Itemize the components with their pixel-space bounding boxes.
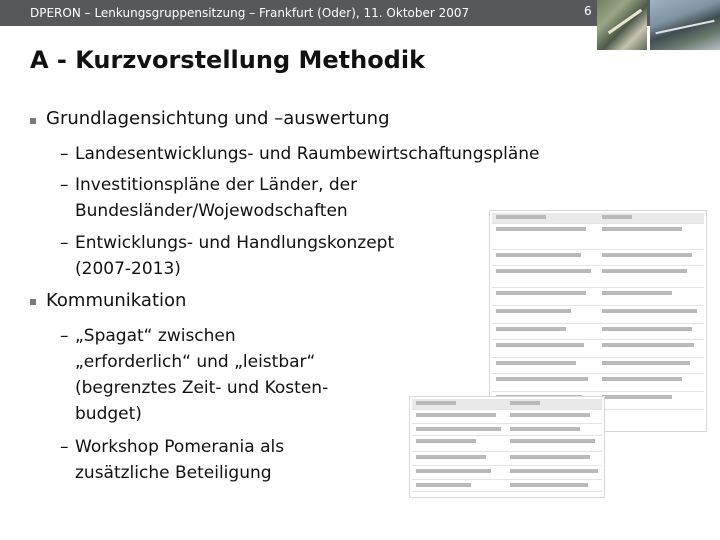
sub-bullet-line: Entwicklungs- und Handlungskonzept — [75, 233, 395, 253]
dash-marker: – — [60, 326, 69, 346]
dash-marker: – — [60, 175, 69, 195]
sub-bullet-line: „Spagat“ zwischen — [75, 326, 236, 346]
sub-bullet — [60, 323, 328, 427]
dash-marker: – — [60, 437, 69, 457]
header-title: DPERON – Lenkungsgruppensitzung – Frankfurt (Oder), 11. Oktober 2007 — [30, 6, 470, 20]
sub-bullet-line: Workshop Pomerania als — [75, 437, 285, 457]
sub-bullet — [60, 230, 394, 282]
sub-bullet-line: budget) — [75, 404, 142, 424]
sub-bullet-line: Bundesländer/Wojewodschaften — [75, 201, 348, 221]
dash-marker: – — [60, 144, 69, 164]
bullet-square-icon — [30, 118, 36, 124]
sub-bullet-line: Investitionspläne der Länder, der — [75, 175, 358, 195]
bullet-heading: Grundlagensichtung und –auswertung — [46, 108, 390, 129]
page-number: 6 — [584, 4, 592, 18]
aerial-photo-road — [597, 0, 647, 50]
sub-bullet-line: zusätzliche Beteiligung — [75, 463, 272, 483]
sub-bullet — [60, 434, 284, 486]
table-thumbnail-small — [409, 396, 605, 498]
sub-bullet-line: (2007-2013) — [75, 259, 181, 279]
bullet-heading: Kommunikation — [46, 290, 187, 311]
sub-bullet-line: Landesentwicklungs- und Raumbewirtschaftungspläne — [75, 144, 540, 164]
sub-bullet — [60, 172, 357, 224]
sub-bullet-line: „erforderlich“ und „leistbar“ — [75, 352, 316, 372]
sub-bullet — [60, 141, 540, 167]
aerial-photo-bridge — [650, 0, 720, 50]
dash-marker: – — [60, 233, 69, 253]
sub-bullet-line: (begrenztes Zeit- und Kosten- — [75, 378, 329, 398]
bullet-square-icon — [30, 299, 36, 305]
slide-title: A - Kurzvorstellung Methodik — [30, 46, 426, 74]
